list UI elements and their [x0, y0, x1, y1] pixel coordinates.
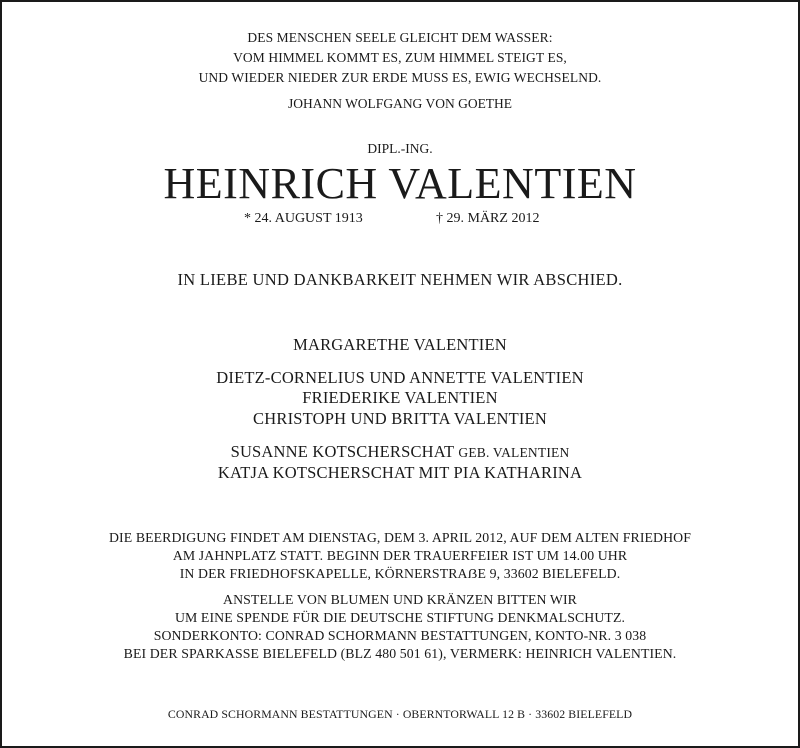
mourner-daughter-name: SUSANNE KOTSCHERSCHAT — [230, 442, 455, 461]
farewell-text: IN LIEBE UND DANKBARKEIT NEHMEN WIR ABSCHIED. — [177, 270, 623, 289]
quote-line-1: DES MENSCHEN SEELE GLEICHT DEM WASSER: — [247, 30, 553, 45]
deceased-name: HEINRICH VALENTIEN — [163, 159, 637, 208]
mourner-child-1: DIETZ-CORNELIUS UND ANNETTE VALENTIEN — [216, 368, 584, 387]
academic-title: DIPL.-ING. — [367, 141, 433, 156]
death-date: † 29. MÄRZ 2012 — [436, 211, 540, 226]
funeral-line-3: IN DER FRIEDHOFSKAPELLE, KÖRNERSTRAẞE 9, 33602 BIELEFELD. — [179, 566, 621, 581]
birth-date: * 24. AUGUST 1913 — [244, 211, 363, 226]
mourner-widow: MARGARETHE VALENTIEN — [293, 335, 507, 354]
mourner-child-3: CHRISTOPH UND BRITTA VALENTIEN — [253, 409, 547, 428]
donation-line-2: UM EINE SPENDE FÜR DIE DEUTSCHE STIFTUNG DENKMALSCHUTZ. — [174, 610, 626, 625]
mourner-daughter — [2, 444, 798, 461]
donation-line-4: BEI DER SPARKASSE BIELEFELD (BLZ 480 501 61), VERMERK: HEINRICH VALENTIEN. — [123, 646, 677, 661]
mourner-grandchild: KATJA KOTSCHERSCHAT MIT PIA KATHARINA — [217, 463, 583, 482]
funeral-home-footer: CONRAD SCHORMANN BESTATTUNGEN · OBERNTORWALL 12 B · 33602 BIELEFELD — [167, 707, 633, 721]
mourner-daughter-birth-name: GEB. VALENTIEN — [458, 445, 570, 460]
quote-author: JOHANN WOLFGANG VON GOETHE — [287, 96, 513, 111]
mourner-child-2: FRIEDERIKE VALENTIEN — [302, 388, 498, 407]
quote-line-2: VOM HIMMEL KOMMT ES, ZUM HIMMEL STEIGT ES, — [233, 50, 567, 65]
quote-line-3: UND WIEDER NIEDER ZUR ERDE MUSS ES, EWIG WECHSELND. — [198, 70, 602, 85]
donation-line-1: ANSTELLE VON BLUMEN UND KRÄNZEN BITTEN WIR — [223, 592, 577, 607]
funeral-line-2: AM JAHNPLATZ STATT. BEGINN DER TRAUERFEIER IST UM 14.00 UHR — [172, 548, 628, 563]
funeral-line-1: DIE BEERDIGUNG FINDET AM DIENSTAG, DEM 3. APRIL 2012, AUF DEM ALTEN FRIEDHOF — [108, 530, 692, 545]
donation-line-3: SONDERKONTO: CONRAD SCHORMANN BESTATTUNGEN, KONTO-NR. 3 038 — [153, 628, 647, 643]
